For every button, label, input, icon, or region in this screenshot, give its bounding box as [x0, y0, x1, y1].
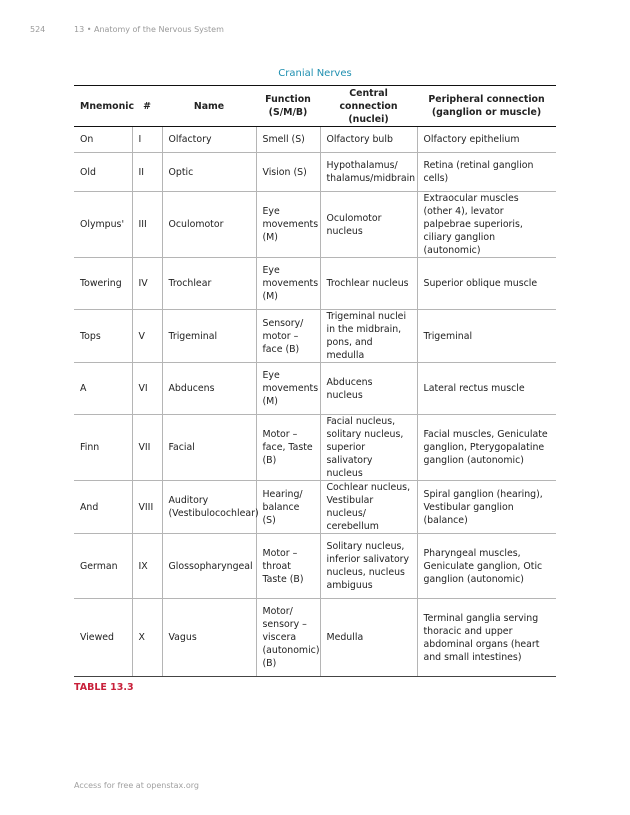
table-row — [74, 481, 556, 534]
table-cell: Olympus' — [74, 192, 132, 258]
table-cell: Trigeminal — [417, 310, 556, 363]
table-cell: Old — [74, 153, 132, 192]
table-cell: Medulla — [320, 599, 417, 677]
table-cell: Facial — [162, 415, 256, 481]
table-row — [74, 363, 556, 415]
table-cell: Facial muscles, Geniculate ganglion, Pterygopalatine ganglion (autonomic) — [417, 415, 556, 481]
table-cell: Trochlear nucleus — [320, 258, 417, 310]
table-cell: Cochlear nucleus, Vestibular nucleus/ cerebellum — [320, 481, 417, 534]
table-cell: Eye movements (M) — [256, 363, 320, 415]
running-head — [30, 25, 224, 34]
table-cell: Trochlear — [162, 258, 256, 310]
table-cell: Oculomotor nucleus — [320, 192, 417, 258]
table-cell: German — [74, 534, 132, 599]
table-cell: Trigeminal nuclei in the midbrain, pons, and medulla — [320, 310, 417, 363]
table-row — [74, 258, 556, 310]
table-cell: VII — [132, 415, 162, 481]
table-cell: V — [132, 310, 162, 363]
table-cell: Auditory (Vestibulocochlear) — [162, 481, 256, 534]
table-cell: On — [74, 127, 132, 153]
column-header: Name — [162, 86, 256, 127]
table-cell: Sensory/ motor – face (B) — [256, 310, 320, 363]
footer-access-note: Access for free at openstax.org — [74, 781, 199, 790]
table-cell: Optic — [162, 153, 256, 192]
table-row — [74, 415, 556, 481]
table-row — [74, 127, 556, 153]
table-cell: VI — [132, 363, 162, 415]
table-cell: And — [74, 481, 132, 534]
table-row — [74, 192, 556, 258]
column-header: # — [132, 86, 162, 127]
table-cell: IX — [132, 534, 162, 599]
table-cell: Pharyngeal muscles, Geniculate ganglion, Otic ganglion (autonomic) — [417, 534, 556, 599]
table-cell: X — [132, 599, 162, 677]
table-cell: Glossopharyngeal — [162, 534, 256, 599]
table-cell: Vagus — [162, 599, 256, 677]
table-header-row — [74, 86, 556, 127]
table-cell: Lateral rectus muscle — [417, 363, 556, 415]
table-cell: Motor – throat Taste (B) — [256, 534, 320, 599]
chapter-title: 13 • Anatomy of the Nervous System — [74, 25, 224, 34]
page-number: 524 — [30, 25, 46, 34]
table-cell: II — [132, 153, 162, 192]
table-cell: Motor/ sensory – viscera (autonomic) (B) — [256, 599, 320, 677]
table-cell: Abducens nucleus — [320, 363, 417, 415]
table-cell: Terminal ganglia serving thoracic and upper abdominal organs (heart and small intestines) — [417, 599, 556, 677]
table-cell: Trigeminal — [162, 310, 256, 363]
table-cell: III — [132, 192, 162, 258]
table-cell: VIII — [132, 481, 162, 534]
table-cell: Motor – face, Taste (B) — [256, 415, 320, 481]
table-row — [74, 534, 556, 599]
table-cell: Eye movements (M) — [256, 192, 320, 258]
table-cell: Abducens — [162, 363, 256, 415]
table-cell: Finn — [74, 415, 132, 481]
table-cell: I — [132, 127, 162, 153]
table-cell: Superior oblique muscle — [417, 258, 556, 310]
table-cell: Retina (retinal ganglion cells) — [417, 153, 556, 192]
table-cell: Smell (S) — [256, 127, 320, 153]
table-cell: A — [74, 363, 132, 415]
table-label: TABLE 13.3 — [74, 682, 134, 693]
table-cell: Viewed — [74, 599, 132, 677]
table-row — [74, 310, 556, 363]
table-cell: Vision (S) — [256, 153, 320, 192]
table-row — [74, 599, 556, 677]
table-cell: Facial nucleus, solitary nucleus, superior salivatory nucleus — [320, 415, 417, 481]
table-cell: Hypothalamus/ thalamus/midbrain — [320, 153, 417, 192]
table-cell: Eye movements (M) — [256, 258, 320, 310]
table-cell: Olfactory bulb — [320, 127, 417, 153]
column-header: Function (S/M/B) — [256, 86, 320, 127]
table-row — [74, 153, 556, 192]
table-cell: Olfactory epithelium — [417, 127, 556, 153]
cranial-nerves-table — [74, 85, 556, 677]
table-cell: IV — [132, 258, 162, 310]
column-header: Central connection (nuclei) — [320, 86, 417, 127]
column-header: Mnemonic — [74, 86, 132, 127]
table-cell: Tops — [74, 310, 132, 363]
table-cell: Towering — [74, 258, 132, 310]
table-cell: Solitary nucleus, inferior salivatory nucleus, nucleus ambiguus — [320, 534, 417, 599]
table-cell: Olfactory — [162, 127, 256, 153]
table-cell: Oculomotor — [162, 192, 256, 258]
table-title: Cranial Nerves — [278, 68, 352, 79]
table-cell: Hearing/ balance (S) — [256, 481, 320, 534]
table-cell: Spiral ganglion (hearing), Vestibular ganglion (balance) — [417, 481, 556, 534]
column-header: Peripheral connection (ganglion or muscle) — [417, 86, 556, 127]
table-cell: Extraocular muscles (other 4), levator palpebrae superioris, ciliary ganglion (autonomic) — [417, 192, 556, 258]
